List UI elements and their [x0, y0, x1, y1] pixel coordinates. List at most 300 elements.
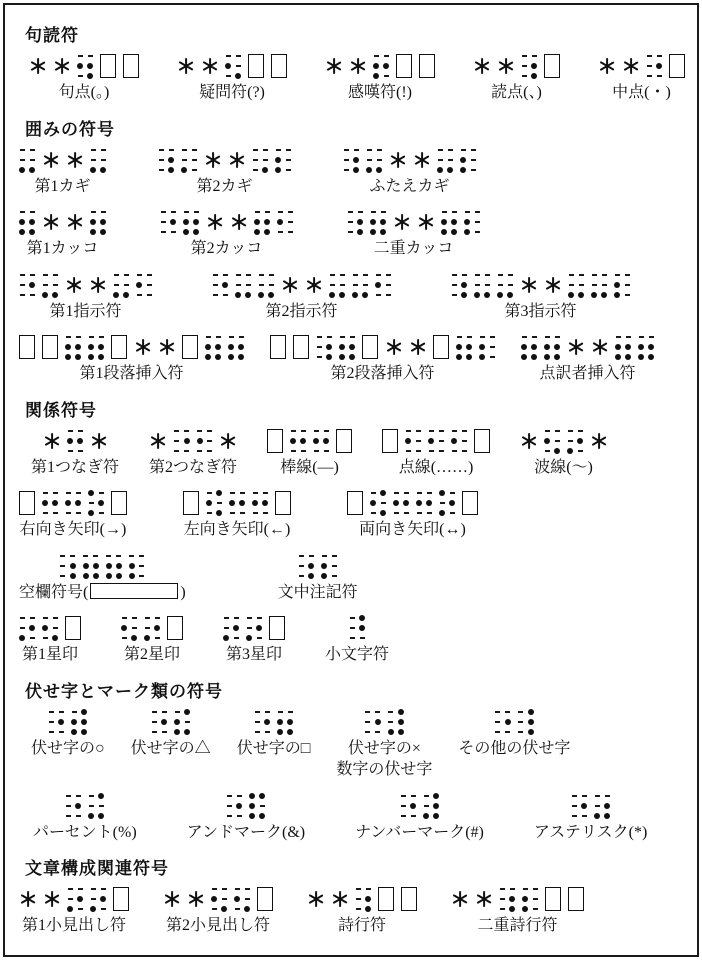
braille-empty-1	[475, 274, 480, 276]
symbol-entry	[121, 613, 183, 665]
braille-cell-25	[229, 490, 245, 516]
braille-empty-2	[159, 159, 164, 161]
braille-empty-3	[291, 450, 296, 452]
braille-cell-26	[121, 615, 137, 641]
braille-dot-5	[98, 500, 104, 506]
braille-empty-5	[263, 159, 268, 161]
section-title: 文章構成関連符号	[25, 859, 169, 879]
braille-empty-1	[213, 274, 218, 276]
braille-dot-5	[349, 344, 355, 350]
symbol-entry	[473, 51, 560, 103]
braille-empty-1	[161, 211, 166, 213]
symbol-entry	[270, 332, 495, 384]
braille-empty-6	[533, 908, 538, 910]
braille-dot-2	[405, 438, 411, 444]
braille-empty-5	[139, 565, 144, 567]
braille-empty-4	[78, 430, 83, 432]
asterisk-any-character-mark	[150, 432, 167, 449]
symbol-entry	[33, 791, 137, 843]
empty-cell-square	[378, 887, 394, 911]
braille-empty-3	[43, 637, 48, 639]
braille-dot-6	[245, 292, 251, 298]
braille-dot-5	[116, 563, 122, 569]
braille-dot-2	[129, 563, 135, 569]
symbol-entry	[382, 426, 490, 478]
braille-dot-6	[326, 354, 332, 360]
braille-dot-6	[447, 167, 453, 173]
braille-dot-6	[625, 354, 631, 360]
braille-empty-6	[263, 512, 268, 514]
braille-sequence	[48, 707, 87, 737]
braille-empty-2	[592, 284, 597, 286]
braille-sequence	[19, 884, 129, 914]
braille-empty-1	[229, 336, 234, 338]
entry-label: 伏せ字の○	[31, 739, 105, 757]
braille-cell-2	[428, 428, 444, 454]
braille-cell-36	[19, 147, 35, 173]
braille-empty-3	[518, 731, 523, 733]
braille-empty-1	[235, 888, 240, 890]
braille-dot-2	[65, 344, 71, 350]
braille-empty-1	[66, 336, 71, 338]
braille-empty-2	[595, 805, 600, 807]
braille-sequence	[365, 707, 404, 737]
braille-dot-5	[215, 344, 221, 350]
braille-dot-5	[75, 803, 81, 809]
braille-empty-4	[505, 711, 510, 713]
braille-empty-5	[124, 284, 129, 286]
braille-dot-3	[129, 573, 135, 579]
braille-empty-3	[647, 75, 652, 77]
braille-dot-2	[522, 896, 528, 902]
braille-dot-5	[222, 282, 228, 288]
braille-empty-5	[471, 159, 476, 161]
entry-label: 点訳者挿入符	[539, 365, 636, 383]
braille-dot-3	[638, 354, 644, 360]
braille-dot-2	[441, 219, 447, 225]
braille-sequence	[382, 426, 490, 456]
symbol-entry	[347, 488, 478, 540]
empty-cell-square	[669, 54, 685, 78]
braille-empty-5	[416, 440, 421, 442]
braille-empty-4	[78, 888, 83, 890]
braille-sequence	[163, 884, 273, 914]
braille-empty-3	[235, 908, 240, 910]
braille-empty-1	[91, 888, 96, 890]
blank-rectangle	[90, 583, 178, 599]
braille-empty-2	[330, 284, 335, 286]
braille-dot-5	[365, 896, 371, 902]
braille-empty-6	[240, 512, 245, 514]
symbol-entry	[177, 51, 287, 103]
braille-cell-35	[246, 615, 262, 641]
braille-dot-5	[357, 219, 363, 225]
asterisk-any-character-mark	[544, 276, 561, 293]
braille-dot-3	[544, 354, 550, 360]
braille-empty-5	[533, 898, 538, 900]
braille-cell-2356	[339, 334, 355, 360]
braille-empty-6	[234, 637, 239, 639]
braille-sequence	[451, 270, 630, 300]
section-0	[19, 21, 687, 103]
braille-empty-2	[518, 721, 523, 723]
braille-cell-36	[258, 272, 274, 298]
braille-empty-4	[101, 211, 106, 213]
symbol-entry	[19, 613, 81, 665]
symbol-entry	[521, 332, 654, 384]
empty-cell-square	[113, 887, 129, 911]
entry-label: 第1小見出し符	[21, 917, 126, 935]
braille-cell-36	[437, 147, 453, 173]
entry-label: 両向き矢印(↔)	[359, 521, 466, 539]
braille-empty-1	[259, 274, 264, 276]
braille-empty-4	[377, 149, 382, 151]
asterisk-any-character-mark	[65, 276, 82, 293]
braille-cell-45	[349, 615, 365, 641]
braille-cell-25	[393, 490, 409, 516]
braille-empty-1	[340, 336, 345, 338]
braille-empty-1	[66, 795, 71, 797]
braille-empty-1	[568, 430, 573, 432]
braille-cell-246	[206, 490, 222, 516]
braille-empty-3	[207, 512, 212, 514]
braille-sequence	[43, 426, 107, 456]
braille-empty-4	[532, 55, 537, 57]
braille-dot-2	[71, 719, 77, 725]
entry-label: 二重カッコ	[373, 240, 454, 258]
braille-empty-6	[192, 169, 197, 171]
braille-empty-3	[406, 450, 411, 452]
braille-empty-1	[43, 617, 48, 619]
braille-sequence	[349, 613, 365, 643]
braille-dot-6	[268, 292, 274, 298]
braille-empty-4	[309, 555, 314, 557]
braille-dot-2	[339, 344, 345, 350]
symbol-row	[19, 145, 687, 197]
braille-empty-5	[485, 284, 490, 286]
braille-dot-5	[577, 438, 583, 444]
braille-dot-4	[433, 793, 439, 799]
braille-empty-3	[255, 731, 260, 733]
braille-cell-25	[416, 490, 432, 516]
empty-cell-square	[100, 54, 116, 78]
braille-dot-2	[252, 500, 258, 506]
braille-dot-5	[648, 344, 654, 350]
braille-empty-3	[344, 169, 349, 171]
empty-cell-square	[111, 335, 127, 359]
entry-label: 第1指示符	[49, 302, 122, 320]
braille-dot-5	[449, 500, 455, 506]
braille-empty-6	[30, 294, 35, 296]
braille-dot-6	[262, 167, 268, 173]
braille-empty-6	[147, 294, 152, 296]
braille-empty-3	[572, 815, 577, 817]
braille-dot-2	[234, 896, 240, 902]
braille-dot-6	[466, 354, 472, 360]
asterisk-any-character-mark	[90, 432, 107, 449]
empty-cell-square	[545, 887, 561, 911]
braille-empty-6	[439, 450, 444, 452]
braille-empty-1	[20, 149, 25, 151]
entry-label: 右向き矢印(→)	[19, 521, 127, 539]
braille-empty-1	[350, 617, 355, 619]
empty-cell-square	[396, 54, 412, 78]
braille-dot-5	[77, 896, 83, 902]
braille-empty-5	[363, 284, 368, 286]
braille-empty-1	[212, 888, 217, 890]
braille-empty-6	[30, 637, 35, 639]
asterisk-any-character-mark	[325, 58, 342, 75]
braille-empty-2	[647, 65, 652, 67]
braille-sequence	[158, 145, 291, 175]
braille-cell-23	[129, 553, 145, 579]
symbol-entry	[451, 884, 584, 936]
braille-empty-6	[375, 731, 380, 733]
braille-empty-2	[20, 627, 25, 629]
braille-sequence	[60, 551, 145, 581]
braille-dot-6	[554, 448, 560, 454]
entry-label: 第1カッコ	[26, 240, 99, 258]
braille-empty-1	[197, 430, 202, 432]
braille-empty-3	[60, 575, 65, 577]
braille-dot-5	[256, 625, 262, 631]
braille-empty-2	[259, 284, 264, 286]
braille-empty-3	[212, 908, 217, 910]
symbol-entry	[29, 51, 139, 103]
braille-dot-6	[353, 167, 359, 173]
braille-dot-5	[554, 344, 560, 350]
braille-dot-3	[181, 167, 187, 173]
braille-dot-5	[87, 63, 93, 69]
braille-dot-1	[439, 490, 445, 496]
braille-dot-2	[106, 563, 112, 569]
braille-dot-5	[236, 803, 242, 809]
empty-cell-square	[433, 335, 449, 359]
braille-dot-6	[75, 354, 81, 360]
braille-empty-2	[247, 627, 252, 629]
braille-dot-6	[29, 167, 35, 173]
braille-empty-2	[91, 159, 96, 161]
braille-empty-5	[147, 284, 152, 286]
braille-cell-2	[136, 272, 152, 298]
braille-empty-1	[247, 617, 252, 619]
braille-empty-1	[616, 336, 621, 338]
braille-empty-3	[376, 294, 381, 296]
braille-dot-6	[184, 729, 190, 735]
braille-cell-2	[197, 428, 213, 454]
asterisk-any-character-mark	[349, 58, 366, 75]
braille-sequence	[19, 332, 244, 362]
braille-dot-3	[437, 167, 443, 173]
empty-cell-square	[257, 887, 273, 911]
braille-empty-4	[354, 149, 359, 151]
braille-empty-1	[452, 430, 457, 432]
braille-empty-6	[78, 908, 83, 910]
braille-empty-3	[299, 575, 304, 577]
braille-empty-2	[299, 565, 304, 567]
braille-cell-2356	[183, 209, 199, 235]
braille-dot-2	[479, 344, 485, 350]
braille-cell-23	[522, 886, 538, 912]
braille-dot-6	[601, 292, 607, 298]
braille-cell-26	[234, 886, 250, 912]
braille-empty-3	[213, 294, 218, 296]
braille-empty-1	[78, 55, 83, 57]
braille-empty-4	[30, 274, 35, 276]
braille-dot-3	[19, 167, 25, 173]
braille-empty-2	[89, 502, 94, 504]
braille-empty-5	[236, 65, 241, 67]
asterisk-any-character-mark	[42, 151, 59, 168]
asterisk-any-character-mark	[475, 891, 492, 908]
braille-dot-5	[58, 719, 64, 725]
braille-dot-5	[75, 344, 81, 350]
braille-dot-5	[375, 719, 381, 725]
braille-empty-4	[53, 492, 58, 494]
braille-dot-4	[259, 793, 265, 799]
braille-dot-3	[464, 229, 470, 235]
braille-empty-1	[20, 211, 25, 213]
braille-cell-2356	[228, 334, 244, 360]
asterisk-any-character-mark	[43, 891, 60, 908]
braille-dot-3	[352, 292, 358, 298]
asterisk-any-character-mark	[393, 214, 410, 231]
symbol-entry	[347, 207, 480, 259]
braille-empty-2	[353, 284, 358, 286]
braille-sequence	[223, 613, 285, 643]
symbol-row	[19, 426, 687, 478]
braille-dot-2	[521, 344, 527, 350]
braille-dot-5	[29, 282, 35, 288]
braille-empty-5	[490, 346, 495, 348]
symbol-entry	[19, 207, 106, 259]
braille-sequence	[19, 145, 106, 175]
braille-cell-2356	[90, 209, 106, 235]
braille-empty-6	[59, 731, 64, 733]
symbol-entry	[237, 707, 311, 759]
asterisk-any-character-mark	[389, 151, 406, 168]
braille-dot-6	[507, 292, 513, 298]
braille-empty-1	[401, 795, 406, 797]
braille-empty-1	[465, 211, 470, 213]
braille-empty-6	[223, 294, 228, 296]
entry-label: 第2カッコ	[190, 240, 263, 258]
braille-empty-1	[376, 274, 381, 276]
braille-empty-1	[66, 492, 71, 494]
braille-sequence	[520, 426, 607, 456]
braille-dot-6	[531, 354, 537, 360]
braille-empty-1	[175, 711, 180, 713]
braille-cell-26	[42, 615, 58, 641]
section-title: 伏せ字とマーク類の符号	[25, 681, 223, 701]
braille-dot-5	[77, 438, 83, 444]
braille-empty-4	[605, 795, 610, 797]
braille-dot-5	[154, 625, 160, 631]
braille-sequence	[521, 332, 654, 362]
braille-dot-3	[106, 573, 112, 579]
braille-dot-1	[88, 490, 94, 496]
braille-sequence	[598, 51, 685, 81]
braille-empty-4	[327, 336, 332, 338]
braille-dot-4	[216, 490, 222, 496]
asterisk-any-character-mark	[220, 432, 237, 449]
braille-empty-5	[132, 627, 137, 629]
braille-cell-235	[373, 53, 389, 79]
braille-empty-4	[475, 211, 480, 213]
braille-dot-5	[75, 500, 81, 506]
braille-dot-6	[433, 813, 439, 819]
braille-empty-2	[388, 721, 393, 723]
asterisk-any-character-mark	[591, 339, 608, 356]
braille-empty-6	[76, 815, 81, 817]
symbol-entry	[307, 884, 417, 936]
braille-cell-5	[495, 709, 511, 735]
braille-cell-25	[252, 490, 268, 516]
braille-empty-3	[356, 908, 361, 910]
braille-cell-56	[347, 209, 363, 235]
braille-empty-4	[532, 336, 537, 338]
braille-dot-3	[249, 813, 255, 819]
braille-empty-3	[495, 731, 500, 733]
braille-dot-6	[235, 73, 241, 79]
braille-dot-2	[544, 344, 550, 350]
symbol-entry	[19, 145, 106, 197]
braille-empty-4	[30, 617, 35, 619]
braille-empty-4	[555, 336, 560, 338]
braille-empty-1	[43, 492, 48, 494]
asterisk-any-character-mark	[413, 151, 430, 168]
braille-cell-5	[151, 709, 167, 735]
braille-dot-6	[193, 229, 199, 235]
braille-empty-5	[185, 721, 190, 723]
empty-cell-square	[111, 491, 127, 515]
braille-sequence	[400, 791, 439, 821]
braille-cell-23456	[71, 709, 87, 735]
entry-label: 左向き矢印(←)	[183, 521, 291, 539]
symbol-entry	[19, 270, 152, 322]
braille-empty-4	[579, 274, 584, 276]
braille-empty-5	[625, 284, 630, 286]
braille-empty-1	[356, 888, 361, 890]
symbol-entry	[343, 145, 476, 197]
braille-dot-2	[77, 63, 83, 69]
braille-empty-1	[330, 274, 335, 276]
braille-dot-3	[88, 510, 94, 516]
section-3	[19, 677, 687, 843]
braille-sequence	[29, 51, 139, 81]
braille-empty-1	[371, 492, 376, 494]
symbol-entry	[336, 707, 432, 780]
braille-empty-4	[246, 274, 251, 276]
braille-empty-3	[161, 231, 166, 233]
braille-empty-3	[452, 450, 457, 452]
braille-empty-4	[288, 211, 293, 213]
braille-cell-25	[65, 490, 81, 516]
braille-empty-3	[174, 450, 179, 452]
braille-empty-4	[237, 795, 242, 797]
braille-cell-56	[316, 334, 332, 360]
braille-cell-5	[571, 793, 587, 819]
braille-sequence	[495, 707, 534, 737]
braille-cell-36	[497, 272, 513, 298]
braille-dot-6	[357, 229, 363, 235]
braille-empty-3	[226, 75, 231, 77]
symbol-entry	[267, 426, 352, 478]
braille-empty-3	[43, 512, 48, 514]
empty-cell-square	[419, 54, 435, 78]
braille-empty-2	[20, 284, 25, 286]
braille-empty-4	[381, 211, 386, 213]
